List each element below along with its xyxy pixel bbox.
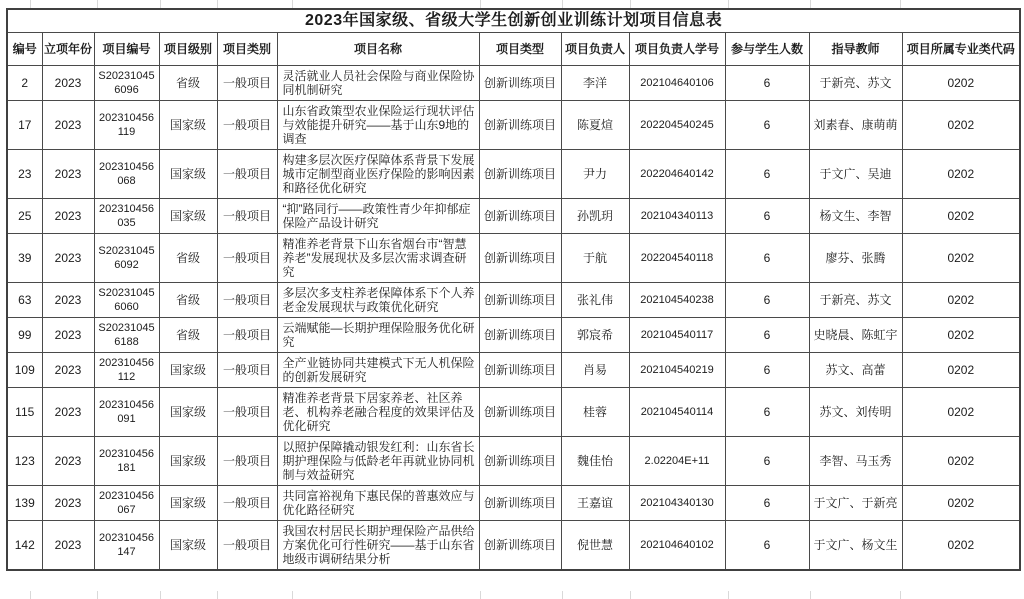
table-row: [7, 199, 1020, 234]
spreadsheet-gridline: [562, 591, 563, 599]
cell-leader-student-id: 202204540245: [629, 101, 725, 150]
cell-level: 国家级: [159, 101, 217, 150]
spreadsheet-gridline: [292, 0, 293, 8]
cell-leader: 桂蓉: [561, 388, 629, 437]
cell-year: 2023: [42, 388, 94, 437]
cell-project-type: 创新训练项目: [479, 234, 561, 283]
spreadsheet-gridline: [292, 591, 293, 599]
cell-level: 国家级: [159, 486, 217, 521]
spreadsheet-gridline: [562, 0, 563, 8]
col-header-student-count: 参与学生人数: [725, 33, 809, 66]
cell-major-code: 0202: [902, 150, 1020, 199]
cell-year: 2023: [42, 486, 94, 521]
cell-student-count: 6: [725, 283, 809, 318]
cell-project-type: 创新训练项目: [479, 437, 561, 486]
cell-project-id: 202310456119: [94, 101, 159, 150]
cell-serial-no: 17: [7, 101, 42, 150]
spreadsheet-gridline: [810, 591, 811, 599]
cell-level: 省级: [159, 234, 217, 283]
cell-level: 省级: [159, 318, 217, 353]
cell-leader-student-id: 202104640106: [629, 66, 725, 101]
cell-level: 国家级: [159, 437, 217, 486]
cell-project-type: 创新训练项目: [479, 199, 561, 234]
cell-major-code: 0202: [902, 234, 1020, 283]
col-header-level: 项目级别: [159, 33, 217, 66]
cell-advisors: 廖芬、张腾: [809, 234, 902, 283]
cell-major-code: 0202: [902, 437, 1020, 486]
spreadsheet-gridline: [630, 591, 631, 599]
cell-level: 省级: [159, 66, 217, 101]
cell-leader-student-id: 202104540238: [629, 283, 725, 318]
cell-serial-no: 123: [7, 437, 42, 486]
cell-project-id: S202310456096: [94, 66, 159, 101]
cell-major-code: 0202: [902, 521, 1020, 571]
cell-leader-student-id: 202104540219: [629, 353, 725, 388]
cell-year: 2023: [42, 521, 94, 571]
table-row: [7, 283, 1020, 318]
cell-year: 2023: [42, 66, 94, 101]
cell-year: 2023: [42, 437, 94, 486]
cell-project-name: 多层次多支柱养老保障体系下个人养老金发展现状与政策优化研究: [277, 283, 479, 318]
col-header-leader-student-id: 项目负责人学号: [629, 33, 725, 66]
cell-category: 一般项目: [217, 353, 277, 388]
cell-leader: 郭宸希: [561, 318, 629, 353]
cell-category: 一般项目: [217, 66, 277, 101]
cell-level: 国家级: [159, 388, 217, 437]
spreadsheet-gridline: [30, 591, 31, 599]
cell-category: 一般项目: [217, 437, 277, 486]
cell-project-name: 山东省政策型农业保险运行现状评估与效能提升研究——基于山东9地的调查: [277, 101, 479, 150]
table-row: [7, 437, 1020, 486]
cell-project-id: S202310456092: [94, 234, 159, 283]
col-header-project-id: 项目编号: [94, 33, 159, 66]
cell-project-id: 202310456181: [94, 437, 159, 486]
col-header-leader: 项目负责人: [561, 33, 629, 66]
cell-major-code: 0202: [902, 353, 1020, 388]
cell-advisors: 于新亮、苏文: [809, 283, 902, 318]
spreadsheet-gridline: [97, 591, 98, 599]
cell-leader: 尹力: [561, 150, 629, 199]
cell-serial-no: 63: [7, 283, 42, 318]
cell-project-type: 创新训练项目: [479, 388, 561, 437]
cell-serial-no: 142: [7, 521, 42, 571]
cell-advisors: 史晓晨、陈虹宇: [809, 318, 902, 353]
cell-leader: 王嘉谊: [561, 486, 629, 521]
cell-leader-student-id: 2.02204E+11: [629, 437, 725, 486]
cell-year: 2023: [42, 318, 94, 353]
cell-major-code: 0202: [902, 318, 1020, 353]
cell-project-type: 创新训练项目: [479, 353, 561, 388]
cell-advisors: 苏文、高蕾: [809, 353, 902, 388]
spreadsheet-gridline: [160, 0, 161, 8]
cell-project-id: S202310456188: [94, 318, 159, 353]
cell-advisors: 刘素春、康萌萌: [809, 101, 902, 150]
cell-project-type: 创新训练项目: [479, 318, 561, 353]
cell-leader-student-id: 202204540118: [629, 234, 725, 283]
cell-project-id: S202310456060: [94, 283, 159, 318]
cell-project-id: 202310456147: [94, 521, 159, 571]
cell-major-code: 0202: [902, 199, 1020, 234]
cell-leader: 张礼伟: [561, 283, 629, 318]
cell-project-name: “抑”路同行——政策性青少年抑郁症保险产品设计研究: [277, 199, 479, 234]
cell-leader-student-id: 202104340130: [629, 486, 725, 521]
cell-project-name: 精准养老背景下山东省烟台市“智慧养老”发展现状及多层次需求调查研究: [277, 234, 479, 283]
spreadsheet-gridline: [728, 591, 729, 599]
cell-advisors: 李智、马玉秀: [809, 437, 902, 486]
cell-level: 省级: [159, 283, 217, 318]
header-row: [7, 33, 1020, 66]
spreadsheet-gridline: [900, 591, 901, 599]
col-header-year: 立项年份: [42, 33, 94, 66]
cell-student-count: 6: [725, 101, 809, 150]
cell-student-count: 6: [725, 521, 809, 571]
spreadsheet-gridline: [217, 591, 218, 599]
spreadsheet-gridline: [217, 0, 218, 8]
col-header-project-name: 项目名称: [277, 33, 479, 66]
table-row: [7, 486, 1020, 521]
cell-major-code: 0202: [902, 66, 1020, 101]
cell-level: 国家级: [159, 199, 217, 234]
cell-leader-student-id: 202104340113: [629, 199, 725, 234]
cell-leader: 孙凯玥: [561, 199, 629, 234]
cell-year: 2023: [42, 101, 94, 150]
cell-advisors: 于文广、于新亮: [809, 486, 902, 521]
table-title: 2023年国家级、省级大学生创新创业训练计划项目信息表: [7, 9, 1020, 33]
cell-category: 一般项目: [217, 486, 277, 521]
cell-project-id: 202310456091: [94, 388, 159, 437]
cell-advisors: 于文广、吴迪: [809, 150, 902, 199]
cell-serial-no: 115: [7, 388, 42, 437]
cell-category: 一般项目: [217, 318, 277, 353]
col-header-advisors: 指导教师: [809, 33, 902, 66]
table-row: [7, 101, 1020, 150]
table-row: [7, 388, 1020, 437]
cell-project-name: 精准养老背景下居家养老、社区养老、机构养老融合程度的效果评估及优化研究: [277, 388, 479, 437]
table-body: [7, 66, 1020, 571]
cell-leader-student-id: 202104540114: [629, 388, 725, 437]
cell-major-code: 0202: [902, 486, 1020, 521]
cell-project-name: 构建多层次医疗保障体系背景下发展城市定制型商业医疗保险的影响因素和路径优化研究: [277, 150, 479, 199]
cell-category: 一般项目: [217, 199, 277, 234]
cell-year: 2023: [42, 150, 94, 199]
cell-project-type: 创新训练项目: [479, 486, 561, 521]
cell-project-type: 创新训练项目: [479, 283, 561, 318]
col-header-major-code: 项目所属专业类代码: [902, 33, 1020, 66]
cell-leader-student-id: 202104640102: [629, 521, 725, 571]
cell-major-code: 0202: [902, 101, 1020, 150]
cell-category: 一般项目: [217, 388, 277, 437]
cell-leader: 李洋: [561, 66, 629, 101]
spreadsheet-gridline: [810, 0, 811, 8]
cell-student-count: 6: [725, 66, 809, 101]
cell-leader: 倪世慧: [561, 521, 629, 571]
col-header-project-type: 项目类型: [479, 33, 561, 66]
cell-project-type: 创新训练项目: [479, 66, 561, 101]
cell-leader: 于航: [561, 234, 629, 283]
table-row: [7, 353, 1020, 388]
spreadsheet-gridline: [97, 0, 98, 8]
cell-leader: 陈夏煊: [561, 101, 629, 150]
project-info-table: [6, 8, 1021, 571]
cell-advisors: 于新亮、苏文: [809, 66, 902, 101]
cell-serial-no: 99: [7, 318, 42, 353]
cell-level: 国家级: [159, 150, 217, 199]
cell-year: 2023: [42, 283, 94, 318]
spreadsheet-gridline: [480, 0, 481, 8]
cell-category: 一般项目: [217, 234, 277, 283]
cell-project-type: 创新训练项目: [479, 150, 561, 199]
cell-student-count: 6: [725, 150, 809, 199]
spreadsheet-gridline: [30, 0, 31, 8]
cell-serial-no: 139: [7, 486, 42, 521]
cell-year: 2023: [42, 234, 94, 283]
cell-level: 国家级: [159, 353, 217, 388]
spreadsheet-gridline: [728, 0, 729, 8]
cell-year: 2023: [42, 353, 94, 388]
cell-serial-no: 39: [7, 234, 42, 283]
cell-project-name: 我国农村居民长期护理保险产品供给方案优化可行性研究——基于山东省地级市调研结果分析: [277, 521, 479, 571]
table-row: [7, 66, 1020, 101]
cell-leader: 魏佳怡: [561, 437, 629, 486]
cell-project-name: 云端赋能—长期护理保险服务优化研究: [277, 318, 479, 353]
cell-serial-no: 109: [7, 353, 42, 388]
cell-student-count: 6: [725, 353, 809, 388]
cell-major-code: 0202: [902, 283, 1020, 318]
cell-advisors: 于文广、杨文生: [809, 521, 902, 571]
cell-student-count: 6: [725, 199, 809, 234]
cell-leader: 肖易: [561, 353, 629, 388]
table-row: [7, 521, 1020, 571]
spreadsheet-gridline: [480, 591, 481, 599]
cell-serial-no: 23: [7, 150, 42, 199]
cell-level: 国家级: [159, 521, 217, 571]
cell-project-name: 以照护保障撬动银发红利：山东省长期护理保险与低龄老年再就业协同机制与效益研究: [277, 437, 479, 486]
cell-student-count: 6: [725, 318, 809, 353]
col-header-category: 项目类别: [217, 33, 277, 66]
cell-project-name: 共同富裕视角下惠民保的普惠效应与优化路径研究: [277, 486, 479, 521]
table-row: [7, 318, 1020, 353]
cell-project-id: 202310456068: [94, 150, 159, 199]
cell-category: 一般项目: [217, 521, 277, 571]
cell-major-code: 0202: [902, 388, 1020, 437]
cell-project-name: 灵活就业人员社会保险与商业保险协同机制研究: [277, 66, 479, 101]
table-row: [7, 150, 1020, 199]
cell-advisors: 苏文、刘传明: [809, 388, 902, 437]
cell-project-type: 创新训练项目: [479, 101, 561, 150]
cell-project-type: 创新训练项目: [479, 521, 561, 571]
cell-category: 一般项目: [217, 101, 277, 150]
cell-project-id: 202310456112: [94, 353, 159, 388]
spreadsheet-gridline: [160, 591, 161, 599]
cell-project-id: 202310456067: [94, 486, 159, 521]
cell-serial-no: 25: [7, 199, 42, 234]
cell-student-count: 6: [725, 234, 809, 283]
cell-student-count: 6: [725, 437, 809, 486]
cell-year: 2023: [42, 199, 94, 234]
cell-leader-student-id: 202204640142: [629, 150, 725, 199]
col-header-serial-no: 编号: [7, 33, 42, 66]
table-row: [7, 234, 1020, 283]
cell-project-name: 全产业链协同共建模式下无人机保险的创新发展研究: [277, 353, 479, 388]
title-row: [7, 9, 1020, 33]
cell-serial-no: 2: [7, 66, 42, 101]
cell-project-id: 202310456035: [94, 199, 159, 234]
cell-student-count: 6: [725, 388, 809, 437]
cell-category: 一般项目: [217, 150, 277, 199]
spreadsheet-gridline: [630, 0, 631, 8]
spreadsheet-gridline: [900, 0, 901, 8]
cell-leader-student-id: 202104540117: [629, 318, 725, 353]
cell-student-count: 6: [725, 486, 809, 521]
cell-advisors: 杨文生、李智: [809, 199, 902, 234]
cell-category: 一般项目: [217, 283, 277, 318]
